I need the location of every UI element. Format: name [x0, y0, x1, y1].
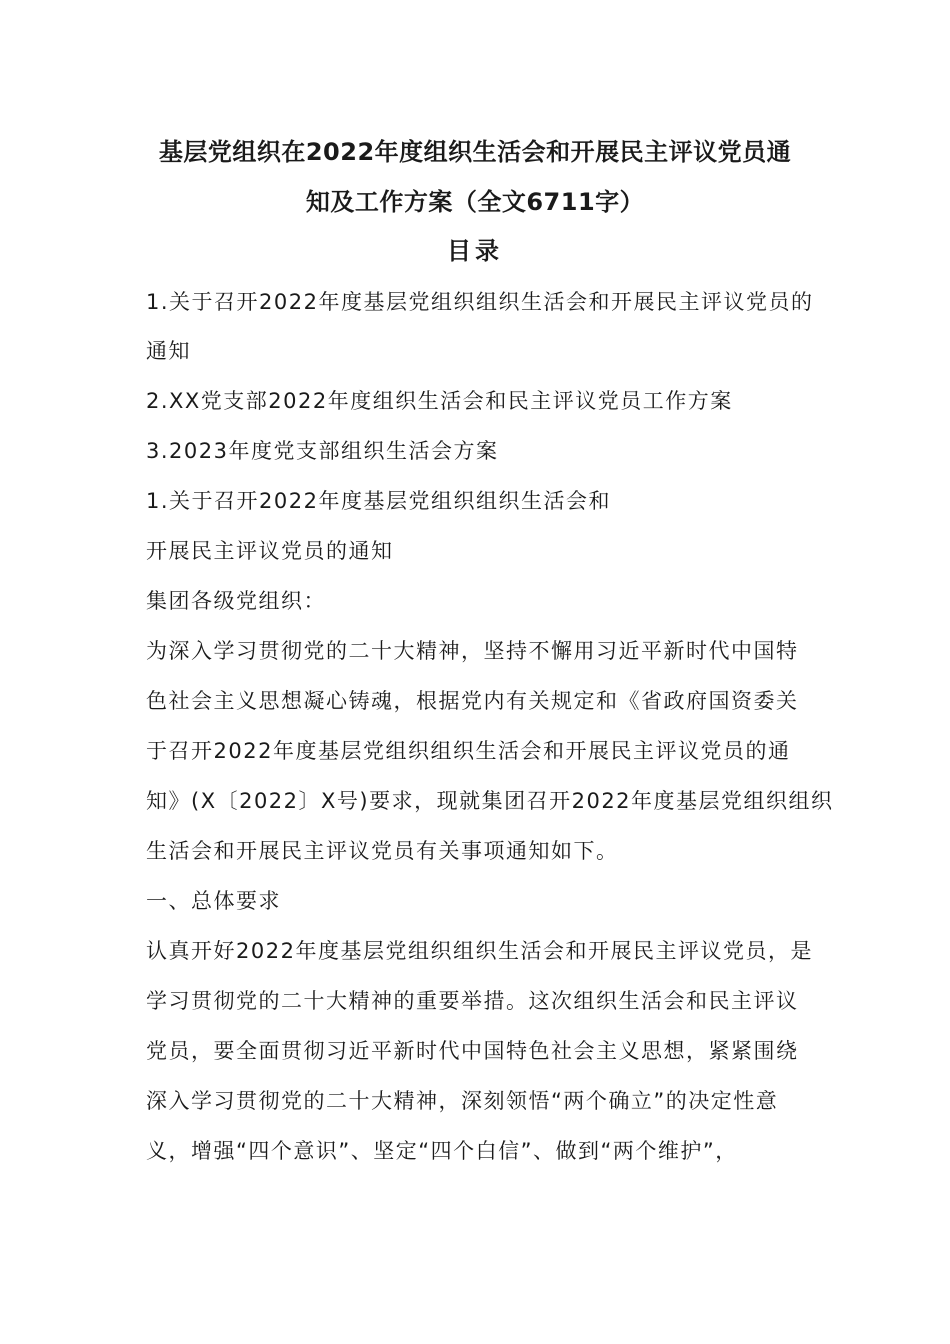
toc-item-1: 1.关于召开2022年度基层党组织组织生活会和开展民主评议党员的 — [146, 290, 814, 314]
document-title-line-1: 基层党组织在2022年度组织生活会和开展民主评议党员通 — [158, 138, 792, 166]
section-title-line-2: 开展民主评议党员的通知 — [146, 539, 394, 563]
heading-general-requirements: 一、总体要求 — [146, 889, 281, 913]
paragraph-1-line: 生活会和开展民主评议党员有关事项通知如下。 — [146, 839, 619, 863]
paragraph-1-line: 色社会主义思想凝心铸魂，根据党内有关规定和《省政府国资委关 — [146, 689, 799, 713]
salutation: 集团各级党组织： — [146, 589, 326, 613]
paragraph-1-line: 为深入学习贯彻党的二十大精神，坚持不懈用习近平新时代中国特 — [146, 639, 799, 663]
toc-heading: 目录 — [447, 237, 503, 265]
toc-item-2: 2.XX党支部2022年度组织生活会和民主评议党员工作方案 — [146, 389, 733, 413]
paragraph-2-line: 深入学习贯彻党的二十大精神，深刻领悟“两个确立”的决定性意 — [146, 1089, 779, 1113]
section-title-line-1: 1.关于召开2022年度基层党组织组织生活会和 — [146, 489, 611, 513]
paragraph-1-line: 知》(X〔2022〕X号)要求，现就集团召开2022年度基层党组织组织 — [146, 789, 834, 813]
paragraph-2-line: 义，增强“四个意识”、坚定“四个白信”、做到“两个维护”， — [146, 1139, 738, 1163]
paragraph-1-line: 于召开2022年度基层党组织组织生活会和开展民主评议党员的通 — [146, 739, 791, 763]
paragraph-2-line: 认真开好2022年度基层党组织组织生活会和开展民主评议党员，是 — [146, 939, 813, 963]
toc-item-1-continued: 通知 — [146, 339, 191, 363]
toc-item-3: 3.2023年度党支部组织生活会方案 — [146, 439, 499, 463]
paragraph-2-line: 学习贯彻党的二十大精神的重要举措。这次组织生活会和民主评议 — [146, 989, 799, 1013]
document-title-line-2: 知及工作方案（全文6711字） — [305, 188, 645, 216]
paragraph-2-line: 党员，要全面贯彻习近平新时代中国特色社会主义思想，紧紧围绕 — [146, 1039, 799, 1063]
